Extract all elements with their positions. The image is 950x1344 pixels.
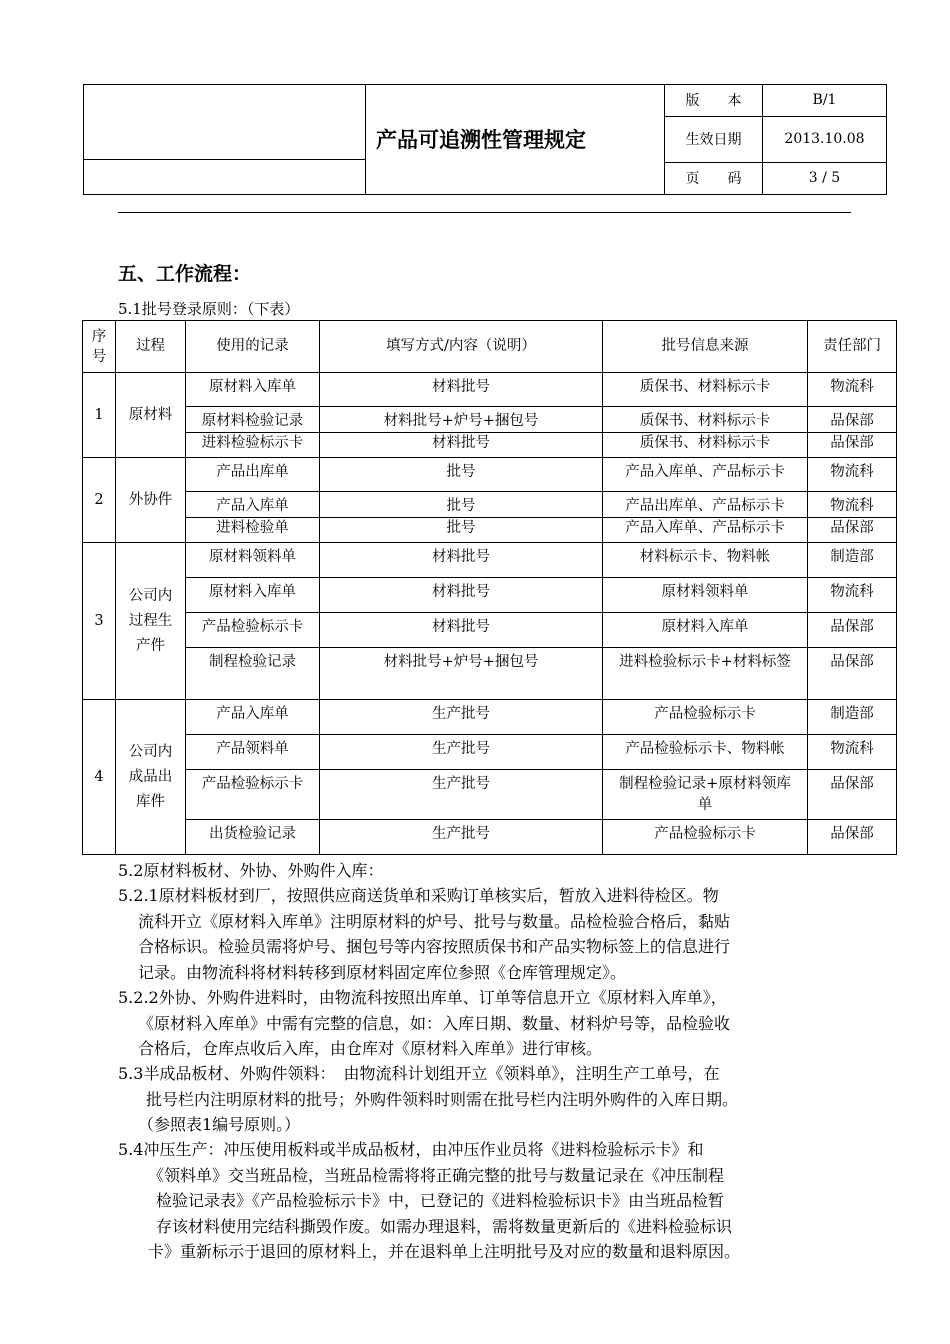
method-cell: 生产批号 — [320, 700, 603, 735]
record-cell: 原材料入库单 — [186, 373, 320, 407]
group-process: 外协件 — [116, 458, 186, 543]
source-cell: 原材料入库单 — [603, 613, 808, 648]
document-title: 产品可追溯性管理规定 — [366, 85, 665, 194]
record-cell: 原材料领料单 — [186, 543, 320, 578]
dept-cell: 品保部 — [808, 613, 897, 648]
record-cell: 制程检验记录 — [186, 648, 320, 700]
para-line: 5.2.2外协、外购件进料时，由物流科按照出库单、订单等信息开立《原材料入库单》， — [118, 988, 727, 1007]
dept-cell: 品保部 — [808, 648, 897, 700]
source-cell: 质保书、材料标示卡 — [603, 433, 808, 458]
record-cell: 产品入库单 — [186, 700, 320, 735]
group-process: 公司内成品出库件 — [116, 700, 186, 855]
record-cell: 产品领料单 — [186, 735, 320, 770]
record-cell: 原材料入库单 — [186, 578, 320, 613]
dept-cell: 物流科 — [808, 578, 897, 613]
para-line: 批号栏内注明原材料的批号；外购件领料时则需在批号栏内注明外购件的入库日期。 — [146, 1089, 739, 1109]
para-line: 流科开立《原材料入库单》注明原材料的炉号、批号与数量。品检检验合格后，黏贴 — [138, 911, 731, 931]
section-title: 五、工作流程： — [118, 263, 252, 285]
table-row — [83, 518, 897, 543]
dept-cell: 品保部 — [808, 433, 897, 458]
method-cell: 材料批号 — [320, 578, 603, 613]
source-cell: 产品检验标示卡 — [603, 700, 808, 735]
batch-registration-table — [82, 320, 897, 855]
table-row — [83, 648, 897, 700]
paragraph-5-3 — [118, 1061, 858, 1138]
paragraph-5-2-2 — [118, 985, 858, 1062]
method-cell: 批号 — [320, 492, 603, 518]
para-line: 存该材料使用完结科撕毁作废。如需办理退料，需将数量更新后的《进料检验标识 — [156, 1216, 733, 1236]
method-cell: 材料批号 — [320, 373, 603, 407]
record-cell: 产品检验标示卡 — [186, 613, 320, 648]
table-row — [83, 407, 897, 433]
table-row — [83, 543, 897, 578]
para-line: 5.2.1原材料板材到厂，按照供应商送货单和采购订单核实后，暂放入进料待检区。物 — [118, 886, 719, 905]
table-row — [83, 373, 897, 407]
header-method: 填写方式/内容（说明） — [320, 321, 603, 373]
source-cell: 制程检验记录+原材料领库单 — [603, 770, 808, 820]
source-cell: 质保书、材料标示卡 — [603, 373, 808, 407]
page-value: 3 / 5 — [763, 162, 887, 194]
method-cell: 材料批号 — [320, 613, 603, 648]
para-line: 5.4冲压生产：冲压使用板料或半成品板材，由冲压作业员将《进料检验标示卡》和 — [118, 1140, 704, 1159]
version-label: 版 本 — [665, 85, 763, 116]
version-value: B/1 — [763, 85, 887, 116]
record-cell: 产品入库单 — [186, 492, 320, 518]
record-cell: 产品出库单 — [186, 458, 320, 492]
group-process: 公司内过程生产件 — [116, 543, 186, 700]
effective-date-value: 2013.10.08 — [763, 116, 887, 162]
method-cell: 材料批号+炉号+捆包号 — [320, 648, 603, 700]
para-line: 《领料单》交当班品检，当班品检需将将正确完整的批号与数量记录在《冲压制程 — [148, 1165, 725, 1185]
group-no: 4 — [83, 700, 116, 855]
para-line: 5.3半成品板材、外购件领料： 由物流科计划组开立《领料单》，注明生产工单号，在 — [118, 1064, 720, 1083]
group-no: 1 — [83, 373, 116, 458]
table-row — [83, 735, 897, 770]
table-row — [83, 700, 897, 735]
record-cell: 原材料检验记录 — [186, 407, 320, 433]
para-line: 合格后，仓库点收后入库，由仓库对《原材料入库单》进行审核。 — [138, 1039, 603, 1058]
table-row — [83, 770, 897, 820]
group-process: 原材料 — [116, 373, 186, 458]
source-cell: 进料检验标示卡+材料标签 — [603, 648, 808, 700]
dept-cell: 制造部 — [808, 543, 897, 578]
para-line: 5.2原材料板材、外协、外购件入库： — [118, 861, 384, 880]
table-row — [83, 613, 897, 648]
dept-cell: 品保部 — [808, 770, 897, 820]
header-divider — [118, 212, 851, 213]
para-line: 卡》重新标示于退回的原材料上，并在退料单上注明批号及对应的数量和退料原因。 — [148, 1242, 741, 1261]
source-cell: 产品入库单、产品标示卡 — [603, 458, 808, 492]
source-cell: 质保书、材料标示卡 — [603, 407, 808, 433]
header-source: 批号信息来源 — [603, 321, 808, 373]
source-cell: 产品出库单、产品标示卡 — [603, 492, 808, 518]
source-cell: 产品入库单、产品标示卡 — [603, 518, 808, 543]
record-cell: 进料检验单 — [186, 518, 320, 543]
record-cell: 产品检验标示卡 — [186, 770, 320, 820]
source-cell: 产品检验标示卡、物料帐 — [603, 735, 808, 770]
method-cell: 生产批号 — [320, 770, 603, 820]
dept-cell: 品保部 — [808, 518, 897, 543]
table-header-row — [83, 321, 897, 373]
table-row — [83, 578, 897, 613]
paragraph-5-4 — [118, 1137, 858, 1265]
source-cell: 材料标示卡、物料帐 — [603, 543, 808, 578]
para-line: 合格标识。检验员需将炉号、捆包号等内容按照质保书和产品实物标签上的信息进行 — [138, 937, 731, 956]
page-label: 页 码 — [665, 162, 763, 194]
group-no: 2 — [83, 458, 116, 543]
header-record: 使用的记录 — [186, 321, 320, 373]
method-cell: 生产批号 — [320, 735, 603, 770]
method-cell: 材料批号 — [320, 433, 603, 458]
header-no: 序号 — [83, 321, 116, 373]
para-line: 记录。由物流科将材料转移到原材料固定库位参照《仓库管理规定》。 — [138, 962, 627, 982]
dept-cell: 物流科 — [808, 373, 897, 407]
sub-heading-5-1: 5.1批号登录原则：（下表） — [118, 300, 300, 318]
effective-date-label: 生效日期 — [665, 116, 763, 162]
record-cell: 出货检验记录 — [186, 820, 320, 855]
dept-cell: 品保部 — [808, 407, 897, 433]
header-dept: 责任部门 — [808, 321, 897, 373]
dept-cell: 物流科 — [808, 735, 897, 770]
method-cell: 材料批号+炉号+捆包号 — [320, 407, 603, 433]
document-header — [83, 84, 887, 195]
dept-cell: 品保部 — [808, 820, 897, 855]
source-cell: 原材料领料单 — [603, 578, 808, 613]
dept-cell: 物流科 — [808, 492, 897, 518]
method-cell: 批号 — [320, 518, 603, 543]
header-process: 过程 — [116, 321, 186, 373]
table-row — [83, 458, 897, 492]
table-row — [83, 820, 897, 855]
paragraph-5-2-1 — [118, 883, 858, 985]
para-line: 《原材料入库单》中需有完整的信息，如：入库日期、数量、材料炉号等，品检验收 — [138, 1013, 731, 1033]
paragraph-5-2 — [118, 858, 858, 884]
group-no: 3 — [83, 543, 116, 700]
record-cell: 进料检验标示卡 — [186, 433, 320, 458]
method-cell: 批号 — [320, 458, 603, 492]
dept-cell: 制造部 — [808, 700, 897, 735]
header-info-table — [665, 85, 886, 194]
para-line: 检验记录表》《产品检验标示卡》中，已登记的《进料检验标识卡》由当班品检暂 — [156, 1191, 725, 1210]
table-row — [83, 433, 897, 458]
method-cell: 材料批号 — [320, 543, 603, 578]
logo-area — [84, 85, 366, 194]
source-cell: 产品检验标示卡 — [603, 820, 808, 855]
para-line: （参照表1编号原则。） — [138, 1115, 301, 1134]
method-cell: 生产批号 — [320, 820, 603, 855]
dept-cell: 物流科 — [808, 458, 897, 492]
table-row — [83, 492, 897, 518]
